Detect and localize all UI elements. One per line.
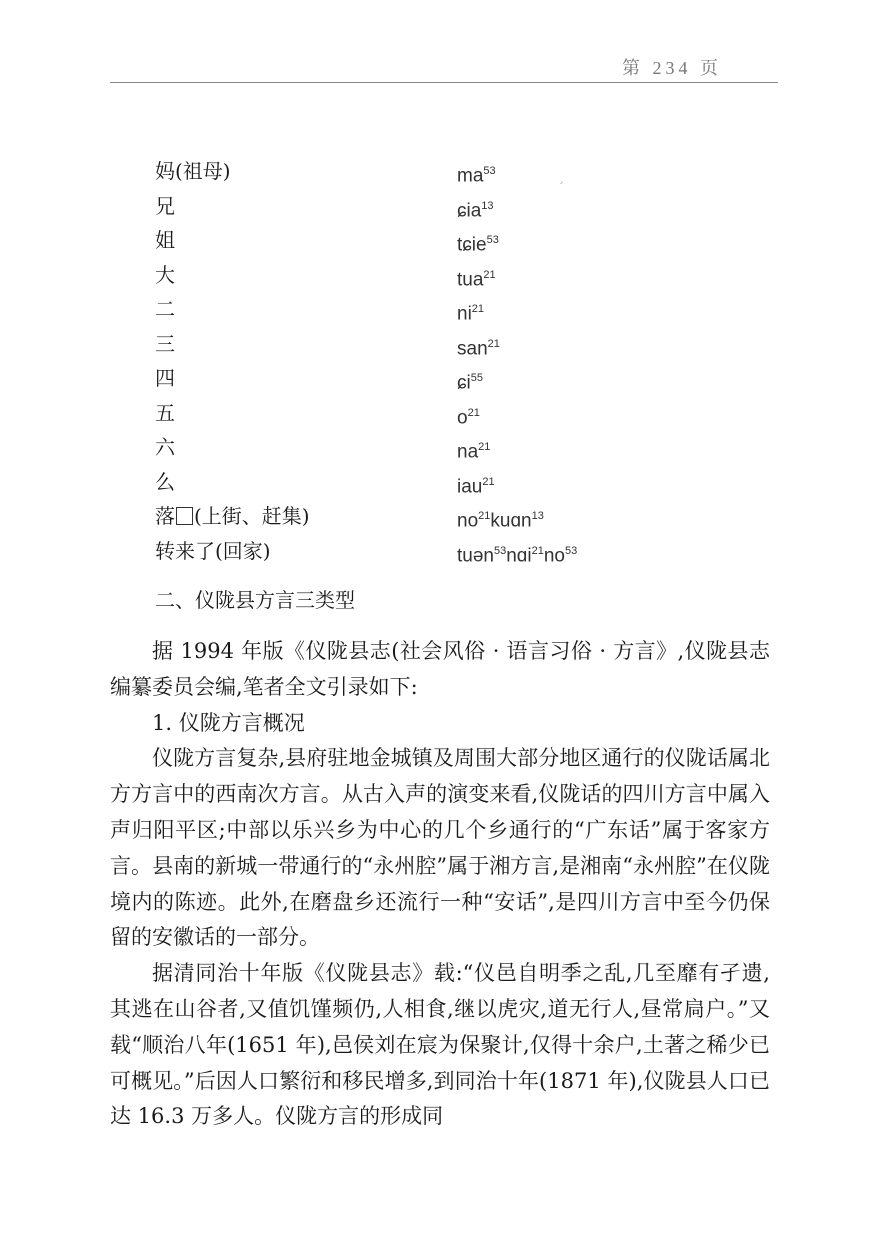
paragraph-overview: 仪陇方言复杂,县府驻地金城镇及周围大部分地区通行的仪陇话属北方方言中的西南次方言。从古入声的演变来看,仪陇话的四川方言中属入声归阳平区;中部以乐兴乡为中心的几个乡通行的“广东话”属于客家方言。县南的新城一带通行的“永州腔”属于湘方言,是湘南“永州腔”在仪陇境内的陈迹。此外,在磨盘乡还流行一种“安话”,是四川方言中至今仍保留的安徽话的一部分。 xyxy=(110,746,770,950)
vocab-pronunciation: iau$^{21}$ xyxy=(457,475,495,497)
paragraph-history: 据清同治十年版《仪陇县志》载:“仪邑自明季之乱,几至靡有孑遗,其逃在山谷者,又值饥馑频仍,人相食,继以虎灾,道无行人,昼常扃户。”又载“顺治八年(1651 年),邑侯刘在宸为保聚计,仅得十余户,土著之稀少已可概见。”后因人口繁衍和移民增多,到同治十年(1871 年),仪陇县人口已达 16.3 万多人。仪陇方言的形成同 xyxy=(110,961,770,1129)
vocab-pronunciation: tua$^{21}$ xyxy=(457,268,496,290)
subheading-overview: 1. 仪陇方言概况 xyxy=(152,710,305,735)
vocab-term: 落 (上街、赶集) xyxy=(155,504,310,528)
vocab-pronunciation: $na^{21}$ xyxy=(457,441,491,463)
vocab-pronunciation: $tuən^{53}nɑi^{21}no^{53}$ xyxy=(457,544,578,566)
vocab-pronunciation: $ma^{53}$ xyxy=(457,165,496,187)
vocab-row xyxy=(155,430,715,465)
vocab-row xyxy=(155,223,715,258)
vocab-row xyxy=(155,499,715,534)
vocab-row xyxy=(155,396,715,431)
vocab-term: 姐 xyxy=(155,228,175,252)
vocab-pronunciation: san$^{21}$ xyxy=(457,337,500,359)
vocab-term: 大 xyxy=(155,262,175,287)
stray-mark: ˏ xyxy=(558,170,564,184)
vocab-term: 三 xyxy=(155,331,175,356)
vocab-pronunciation: ɕia$^{13}$ xyxy=(457,199,494,221)
header-rule xyxy=(110,82,778,83)
page-number: 第 234 页 xyxy=(622,58,722,78)
vocab-row xyxy=(155,534,715,569)
vocab-row xyxy=(155,361,715,396)
vocab-term: 六 xyxy=(155,435,175,459)
vocab-row xyxy=(155,465,715,500)
section-heading: 二、仪陇县方言三类型 xyxy=(155,588,355,612)
vocab-row xyxy=(155,189,715,224)
vocab-pronunciation: tɕie$^{53}$ xyxy=(457,234,499,256)
missing-character-box xyxy=(176,507,193,525)
vocab-term: 兄 xyxy=(155,193,175,218)
body-text xyxy=(110,634,770,1135)
vocab-row xyxy=(155,327,715,362)
vocab-pronunciation: $ni^{21}$ xyxy=(457,303,485,325)
vocab-term: 二 xyxy=(155,297,175,321)
vocab-term: 五 xyxy=(155,400,175,425)
vocab-pronunciation: $o^{21}$ xyxy=(457,406,480,428)
vocab-term: 妈(祖母) xyxy=(155,159,231,183)
vocab-term: 么 xyxy=(155,469,175,494)
vocab-list xyxy=(155,154,715,568)
vocab-pronunciation: $no^{21}kuɑn^{13}$ xyxy=(457,510,544,532)
vocab-term: 四 xyxy=(155,366,175,390)
paragraph-source: 据 1994 年版《仪陇县志(社会风俗 · 语言习俗 · 方言》,仪陇县志编纂委员会编,笔者全文引录如下: xyxy=(110,639,770,699)
vocab-row xyxy=(155,154,715,189)
vocab-term: 转来了(回家) xyxy=(155,538,271,563)
vocab-row xyxy=(155,258,715,293)
vocab-pronunciation: ɕi$^{55}$ xyxy=(457,372,483,394)
vocab-row xyxy=(155,292,715,327)
